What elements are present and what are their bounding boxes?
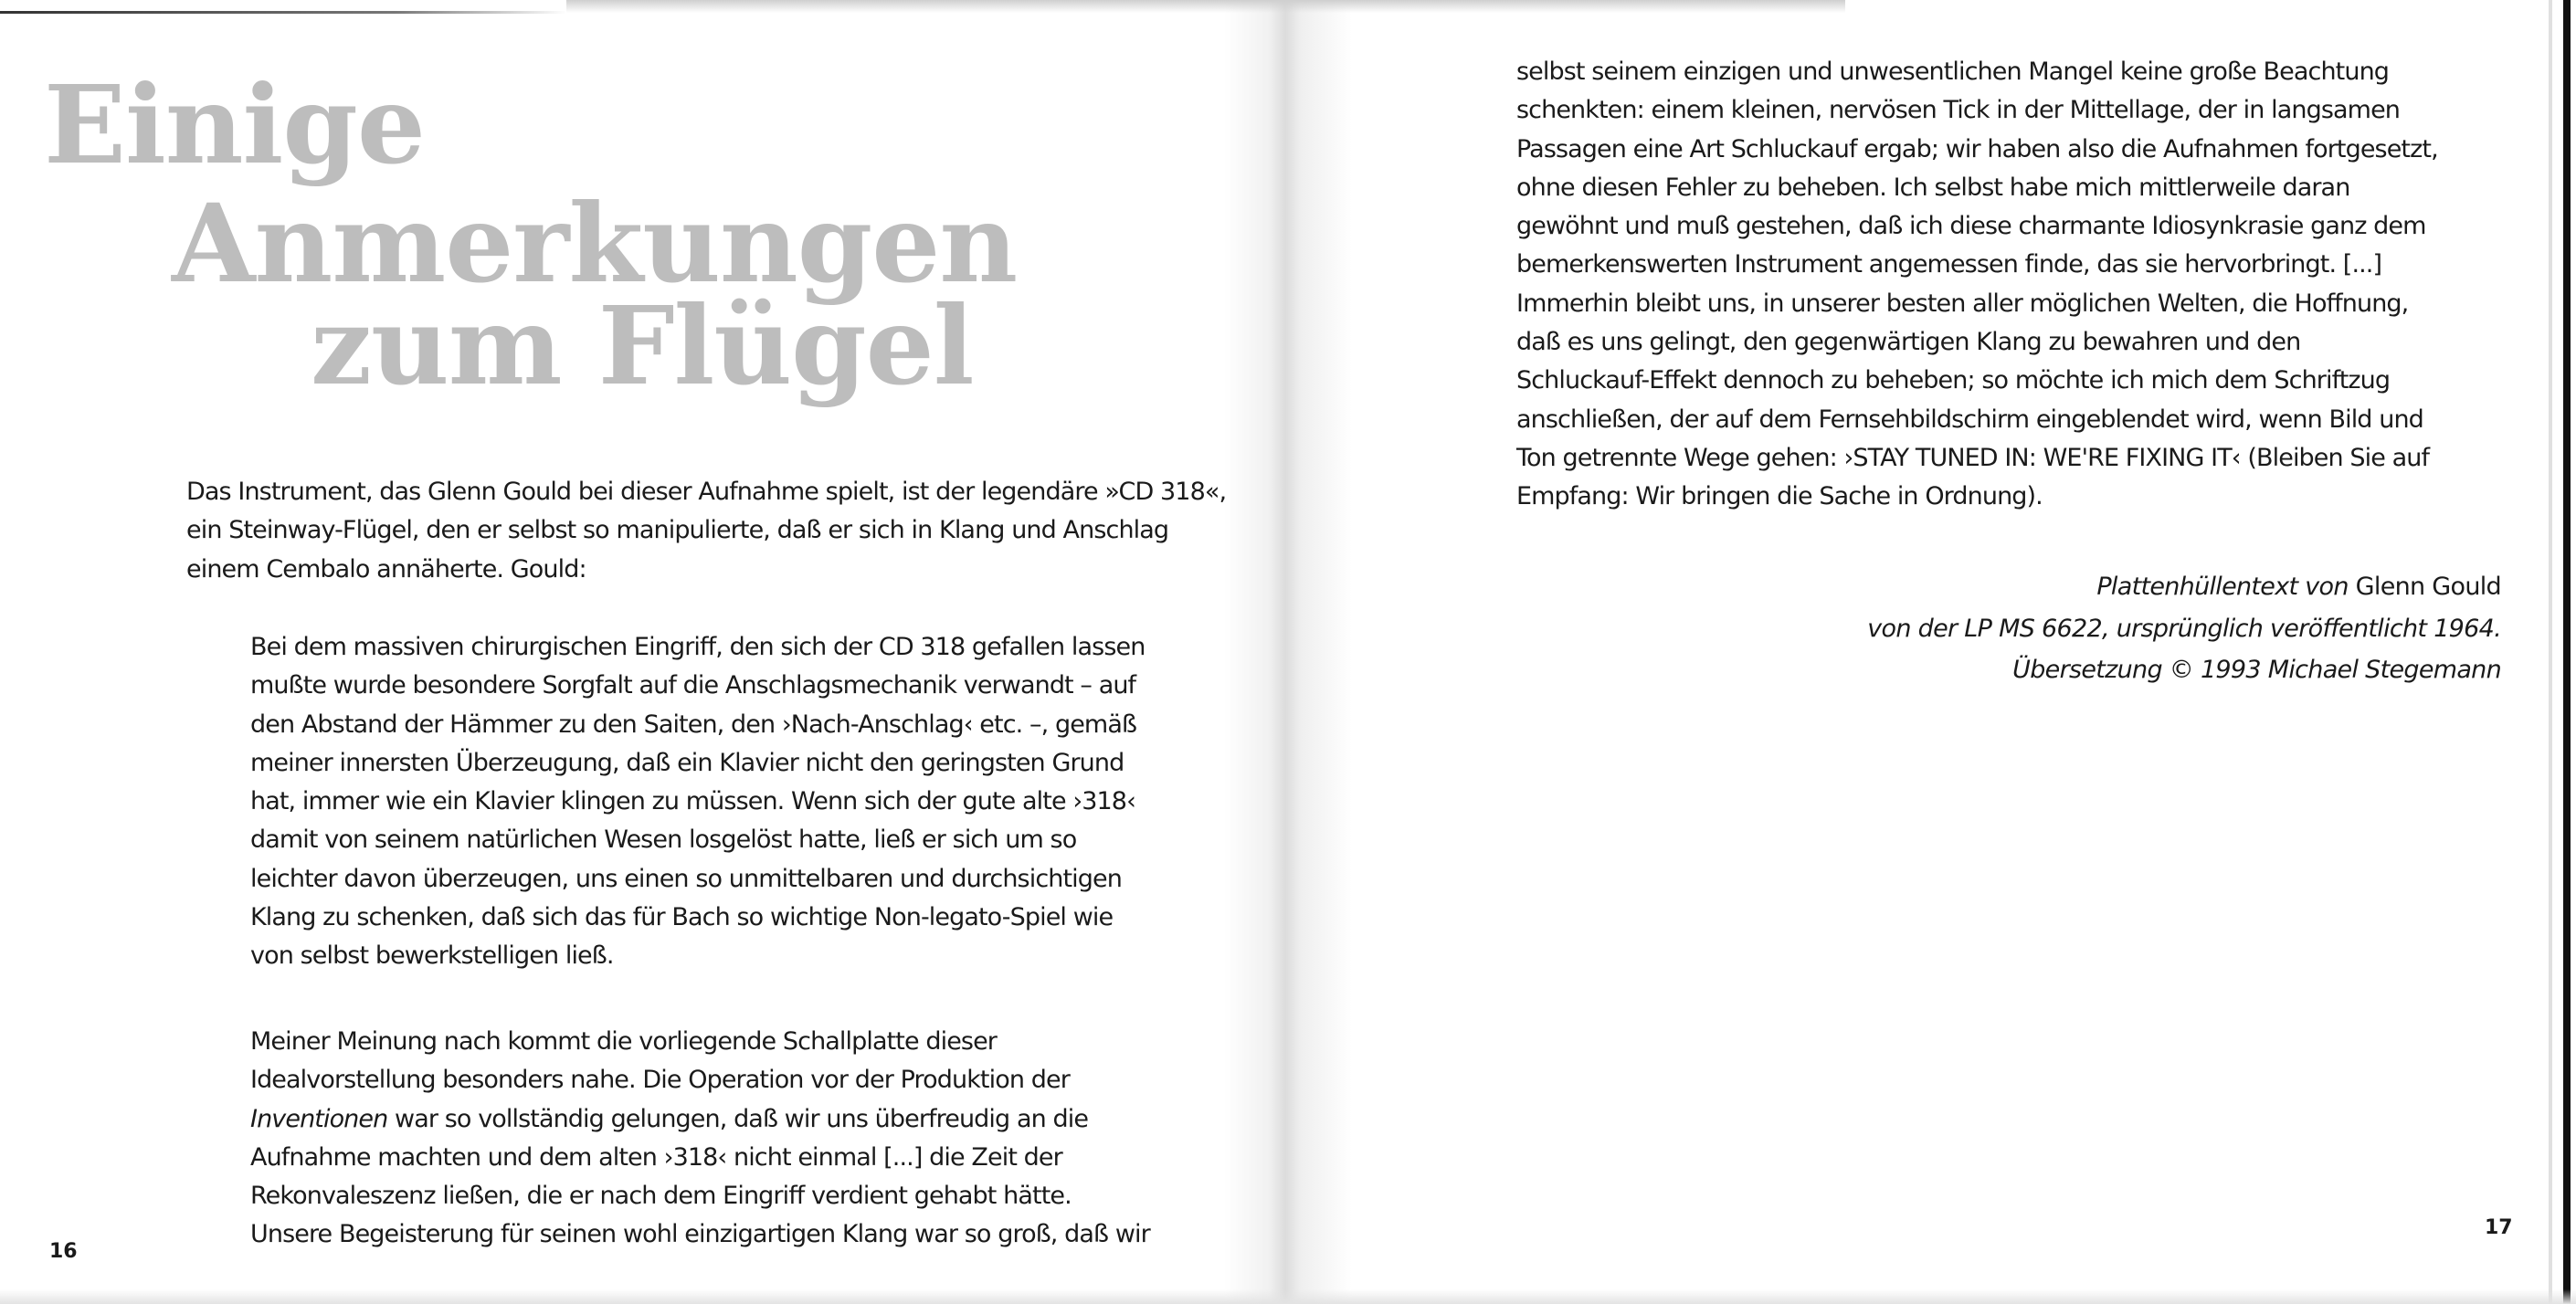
text-line: Idealvorstellung besonders nahe. Die Operation vor der Produktion der	[250, 1066, 1070, 1095]
work-title-italic: Inventionen	[250, 1104, 388, 1133]
text-line: bemerkenswerten Instrument angemessen finde, das sie hervorbringt. [...]	[1516, 250, 2382, 279]
text-line: Klang zu schenken, daß sich das für Bach so wichtige Non-legato-Spiel wie	[250, 903, 1114, 932]
text-line: Ton getrennte Wege gehen: ›STAY TUNED IN: WE'RE FIXING IT‹ (Bleiben Sie auf	[1516, 443, 2430, 472]
text-line: schenkten: einem kleinen, nervösen Tick in der Mittellage, der in langsamen	[1516, 96, 2401, 125]
attribution-author: Glenn Gould	[2348, 573, 2501, 601]
text-line: den Abstand der Hämmer zu den Saiten, den ›Nach-Anschlag‹ etc. –, gemäß	[250, 710, 1137, 739]
attribution	[1867, 566, 2501, 691]
attribution-translation: Übersetzung © 1993 Michael Stegemann	[2012, 656, 2501, 684]
page-number: 17	[2485, 1216, 2513, 1239]
intro-paragraph	[186, 473, 1226, 589]
text-line: meiner innersten Überzeugung, daß ein Klavier nicht den geringsten Grund	[250, 748, 1124, 777]
scan-shadow-top	[566, 0, 1845, 13]
scan-shadow-bottom	[0, 1289, 2576, 1304]
text-line: von selbst bewerkstelligen ließ.	[250, 941, 614, 971]
text-line: Unsere Begeisterung für seinen wohl einzigartigen Klang war so groß, daß wir	[250, 1220, 1150, 1249]
text-line: Empfang: Wir bringen die Sache in Ordnung).	[1516, 482, 2043, 511]
text-line: gewöhnt und muß gestehen, daß ich diese charmante Idiosynkrasie ganz dem	[1516, 212, 2426, 241]
text-line: leichter davon überzeugen, uns einen so unmittelbaren und durchsichtigen	[250, 864, 1122, 893]
text-line: selbst seinem einzigen und unwesentlichen Mangel keine große Beachtung	[1516, 58, 2390, 86]
text-line: ohne diesen Fehler zu beheben. Ich selbst habe mich mittlerweile daran	[1516, 173, 2350, 202]
text-line: Meiner Meinung nach kommt die vorliegende Schallplatte dieser	[250, 1027, 998, 1056]
text-line: daß es uns gelingt, den gegenwärtigen Klang zu bewahren und den	[1516, 328, 2301, 357]
attribution-line-3	[1867, 649, 2501, 691]
text-line: Schluckauf-Effekt dennoch zu beheben; so möchte ich mich dem Schriftzug	[1516, 366, 2391, 395]
text-line: damit von seinem natürlichen Wesen losgelöst hatte, ließ er sich um so	[250, 826, 1077, 855]
page-number: 16	[49, 1240, 78, 1263]
scan-edge-line	[0, 11, 566, 14]
text-line: Immerhin bleibt uns, in unserer besten aller möglichen Welten, die Hoffnung,	[1516, 289, 2409, 318]
text-line: anschließen, der auf dem Fernsehbildschirm eingeblendet wird, wenn Bild und	[1516, 405, 2423, 434]
text-line: Rekonvaleszenz ließen, die er nach dem Eingriff verdient gehabt hätte.	[250, 1182, 1072, 1211]
quote-paragraph-2	[250, 1023, 1150, 1255]
text-line: hat, immer wie ein Klavier klingen zu müssen. Wenn sich der gute alte ›318‹	[250, 787, 1135, 816]
quote-paragraph-1	[250, 628, 1145, 976]
text-line: mußte wurde besondere Sorgfalt auf die Anschlagsmechanik verwandt – auf	[250, 671, 1136, 700]
book-gutter	[1224, 0, 1352, 1304]
scan-edge-right	[2563, 0, 2571, 1304]
attribution-source: Plattenhüllentext von	[2096, 573, 2349, 601]
text-line: ein Steinway-Flügel, den er selbst so manipulierte, daß er sich in Klang und Anschlag	[186, 516, 1169, 545]
page-edge-shadow	[2549, 0, 2552, 1304]
title-line-1: Einige	[44, 61, 425, 188]
text-line: Passagen eine Art Schluckauf ergab; wir haben also die Aufnahmen fortgesetzt,	[1516, 134, 2438, 163]
text-line: Das Instrument, das Glenn Gould bei dieser Aufnahme spielt, ist der legendäre »CD 318«,	[186, 478, 1227, 506]
title-line-2: Anmerkungen	[172, 180, 1018, 307]
text-line: Bei dem massiven chirurgischen Eingriff, den sich der CD 318 gefallen lassen	[250, 633, 1145, 661]
attribution-line-1	[1867, 566, 2501, 608]
body-paragraph	[1516, 53, 2438, 517]
title-line-3: zum Flügel	[311, 282, 974, 409]
text-line	[250, 1100, 1150, 1139]
text-line: einem Cembalo annäherte. Gould:	[186, 554, 586, 584]
text-line: Aufnahme machten und dem alten ›318‹ nicht einmal [...] die Zeit der	[250, 1142, 1062, 1172]
attribution-line-2	[1867, 608, 2501, 650]
text-line-rest: war so vollständig gelungen, daß wir uns überfreudig an die	[387, 1104, 1089, 1133]
attribution-release: von der LP MS 6622, ursprünglich veröffentlicht 1964.	[1867, 614, 2501, 643]
